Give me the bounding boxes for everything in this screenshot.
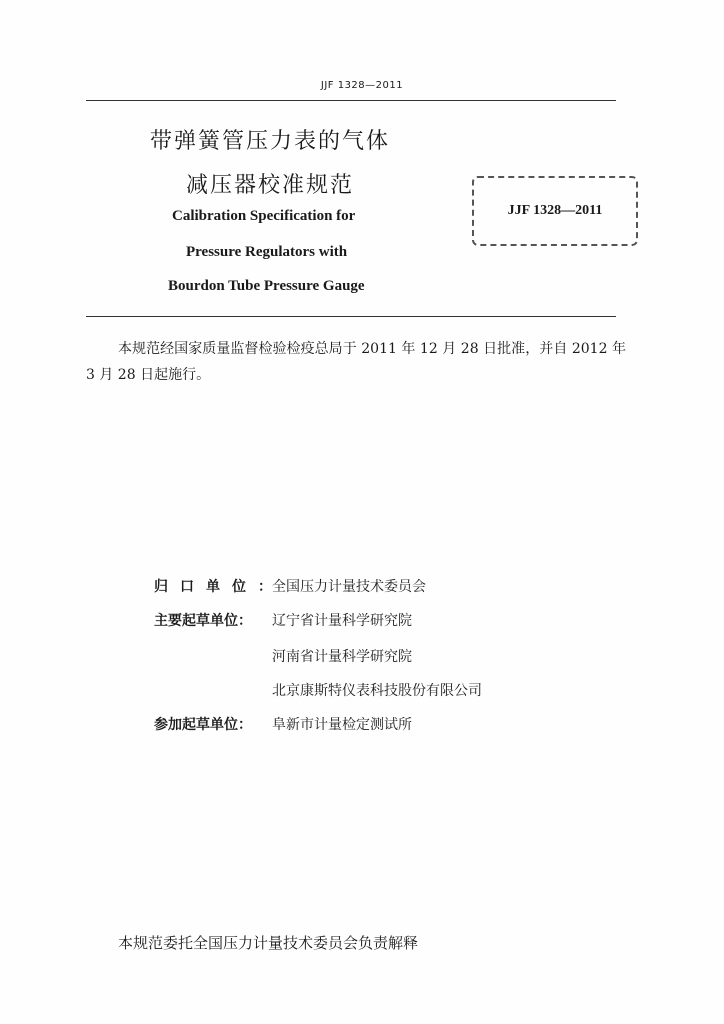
approval-paragraph: 本规范经国家质量监督检验检疫总局于 2011 年 12 月 28 日批准，并自 2012 年 3 月 28 日起施行。 — [86, 341, 626, 383]
owner-unit-value: 全国压力计量技术委员会 — [272, 579, 426, 595]
drafting-unit-row-3 — [154, 680, 482, 700]
header-standard-code: JJF 1328—2011 — [320, 80, 404, 91]
drafting-unit-value-1: 辽宁省计量科学研究院 — [272, 613, 412, 629]
title-chinese-line-1: 带弹簧管压力表的气体 — [150, 129, 391, 154]
title-english-line-3: Bourdon Tube Pressure Gauge — [168, 278, 365, 294]
title-english-line-2: Pressure Regulators with — [186, 244, 348, 260]
drafting-unit-value-2: 河南省计量科学研究院 — [272, 649, 412, 665]
drafting-unit-value-3: 北京康斯特仪表科技股份有限公司 — [272, 683, 482, 699]
title-english-line-1: Calibration Specification for — [172, 208, 356, 224]
drafting-unit-row-2 — [154, 646, 412, 666]
standard-code-box — [472, 176, 638, 246]
owner-unit-row — [154, 576, 426, 596]
owner-unit-label: 归口单位： — [154, 579, 284, 595]
drafting-unit-row — [154, 610, 412, 630]
participating-unit-row — [154, 714, 412, 734]
participating-unit-value: 阜新市计量检定测试所 — [272, 717, 412, 733]
title-chinese-line-2: 减压器校准规范 — [186, 173, 355, 198]
interpretation-note: 本规范委托全国压力计量技术委员会负责解释 — [118, 934, 419, 952]
participating-unit-label: 参加起草单位： — [154, 717, 252, 733]
standard-code-box-text: JJF 1328—2011 — [507, 203, 603, 218]
title-divider — [86, 316, 616, 317]
drafting-unit-label: 主要起草单位： — [154, 613, 252, 629]
top-divider — [86, 100, 616, 101]
